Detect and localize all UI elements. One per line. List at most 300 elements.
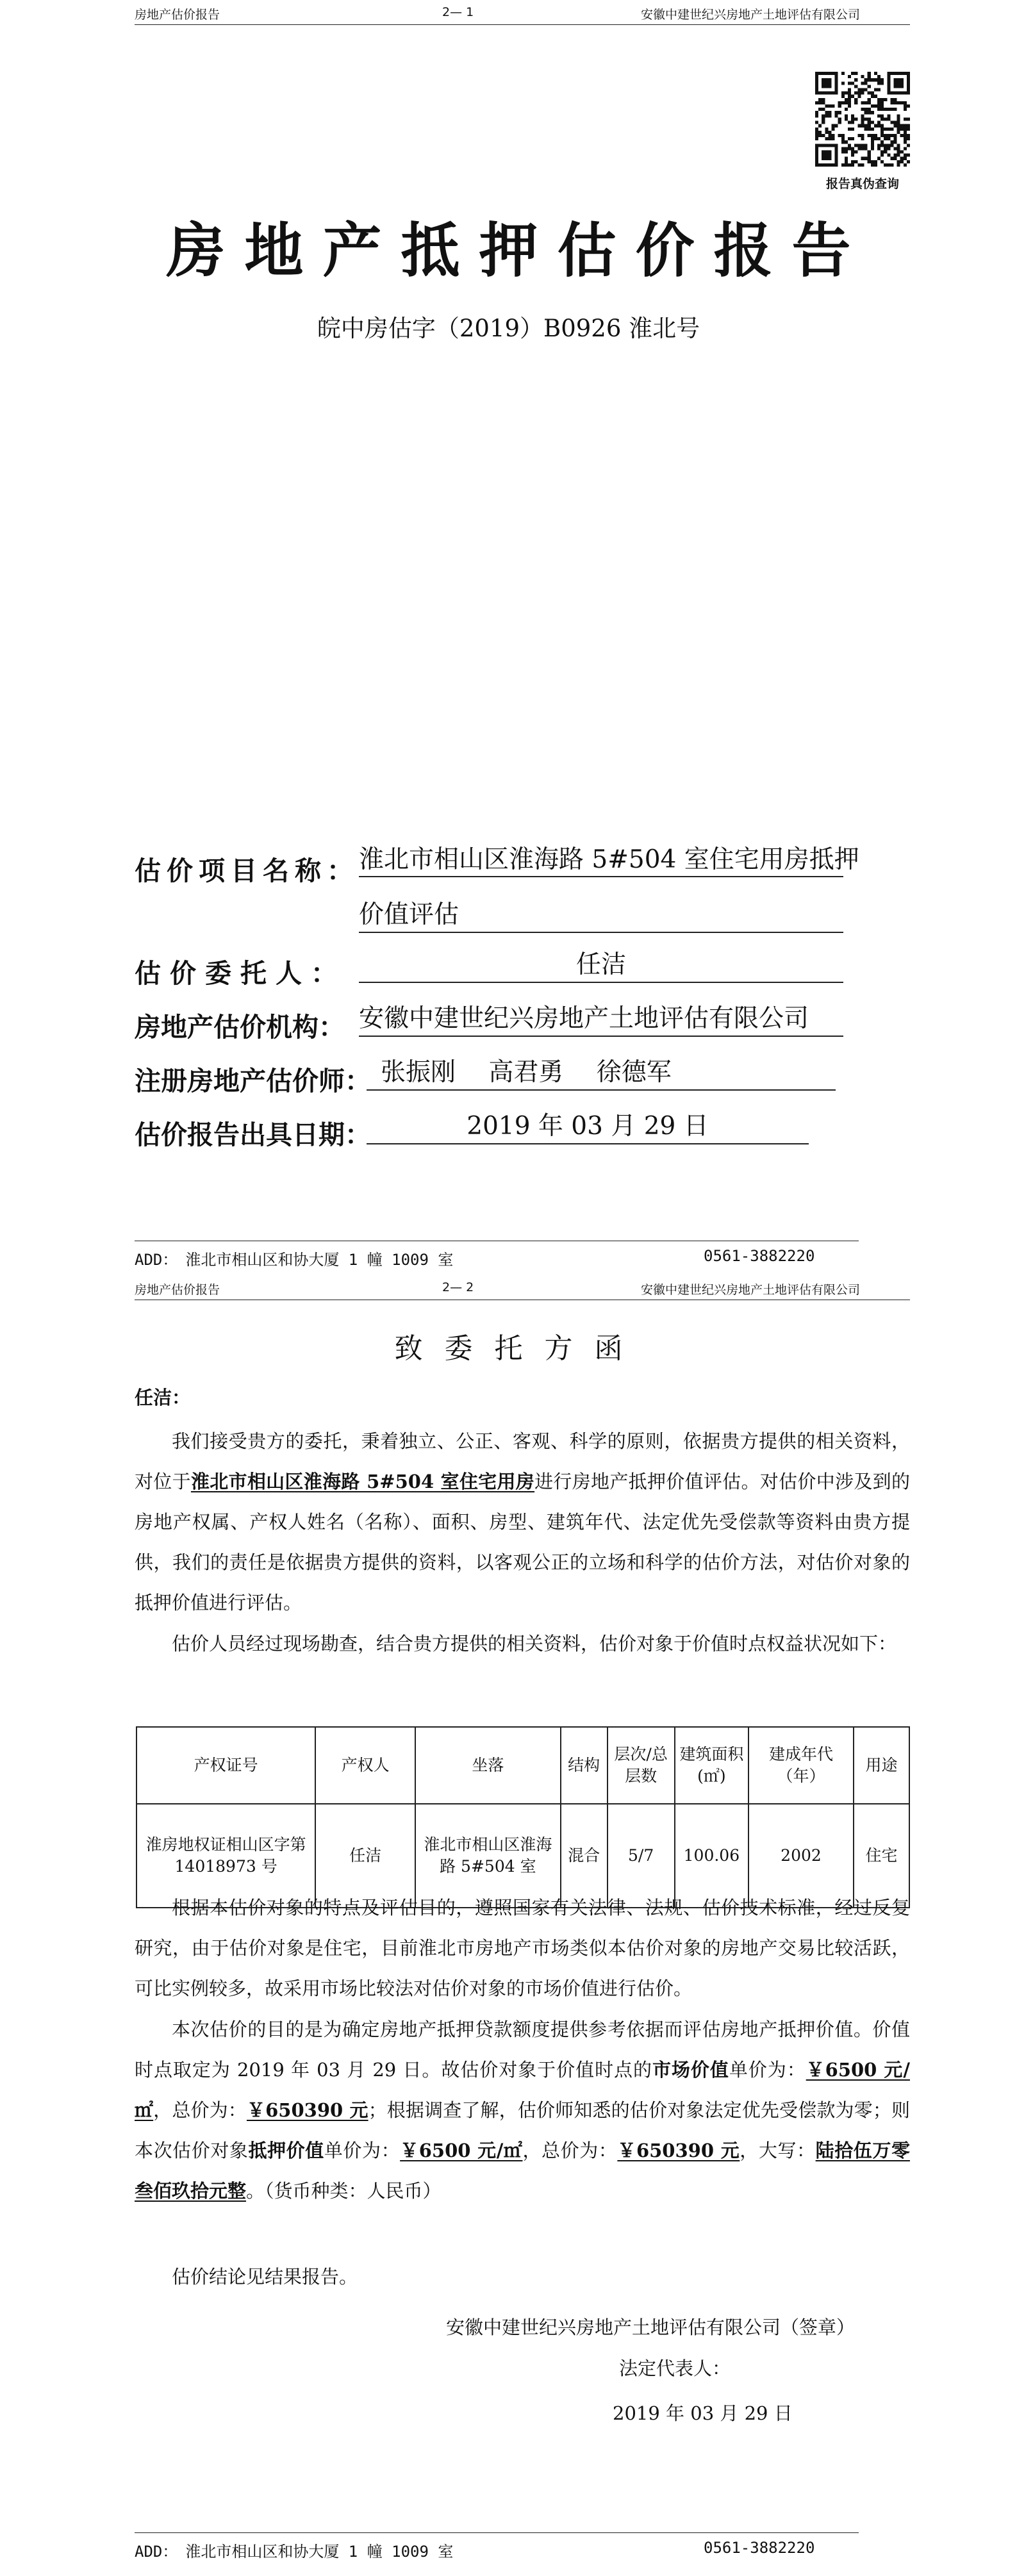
qr-module (822, 92, 825, 95)
qr-module (893, 124, 897, 128)
qr-module (818, 98, 822, 101)
qr-module (822, 154, 825, 157)
qr-module (851, 121, 854, 124)
qr-module (854, 72, 857, 75)
qr-module (825, 92, 828, 95)
footer-phone: 0561-3882220 (704, 2539, 815, 2557)
qr-module (861, 88, 864, 92)
qr-module (832, 163, 835, 167)
qr-module (881, 117, 884, 120)
qr-module (861, 134, 864, 137)
qr-module (861, 144, 864, 147)
qr-module (884, 150, 887, 153)
qr-module (887, 144, 890, 147)
qr-module (815, 85, 818, 88)
qr-module (841, 150, 845, 153)
qr-module (825, 137, 828, 140)
p2-text: 估价人员经过现场勘查，结合贵方提供的相关资料，估价对象于价值时点权益状况如下： (172, 1633, 897, 1655)
qr-module (907, 85, 910, 88)
qr-module (881, 154, 884, 157)
qr-module (841, 140, 845, 144)
qr-module (832, 137, 835, 140)
qr-module (874, 163, 877, 167)
qr-module (881, 144, 884, 147)
qr-module (822, 144, 825, 147)
qr-module (868, 157, 871, 160)
amount-in-words: 陆拾伍万零叁佰玖拾元整 (135, 2140, 910, 2202)
qr-module (828, 154, 831, 157)
p3-text: 根据本估价对象的特点及评估目的，遵照国家有关法律、法规、估价技术标准，经过反复研究，由于估价对象是住宅，目前淮北市房地产市场类似本估价对象的房地产交易比较活跃，可比实例较多，故采用市场比较法对估价对象的市场价值进行估价。 (135, 1897, 910, 1999)
p1-text-cont: 进行房地产抵押价值评估。对估价中涉及到的房地产权属、产权人姓名（名称）、面积、房型、建筑年代、法定优先受偿款等资料由贵方提供，我们的责任是依据贵方提供的资料，以客观公正的立场和科学的估价方法，对估价对象的抵押价值进行评估。 (135, 1471, 910, 1614)
qr-module (822, 134, 825, 137)
qr-module (835, 160, 838, 163)
qr-module (835, 114, 838, 117)
header-left: 房地产估价报告 (135, 8, 220, 22)
qr-module (874, 160, 877, 163)
qr-module (868, 128, 871, 131)
qr-module (890, 128, 893, 131)
signature-company: 安徽中建世纪兴房地产土地评估有限公司（签章） (446, 2316, 856, 2338)
qr-module (893, 108, 897, 111)
qr-module (881, 134, 884, 137)
qr-module (861, 81, 864, 85)
qr-module (835, 78, 838, 81)
qr-module (900, 134, 904, 137)
qr-module (893, 72, 897, 75)
agency-label: 房地产估价机构： (135, 1012, 345, 1043)
qr-module (897, 92, 900, 95)
qr-module (871, 147, 874, 150)
qr-module (893, 121, 897, 124)
qr-module (835, 92, 838, 95)
qr-module (881, 104, 884, 108)
client-label: 估价委托人： (135, 958, 346, 989)
qr-module (828, 137, 831, 140)
salutation: 任洁： (135, 1387, 191, 1408)
qr-module (864, 144, 868, 147)
qr-module (851, 163, 854, 167)
qr-module (881, 131, 884, 134)
qr-module (848, 137, 851, 140)
qr-module (871, 134, 874, 137)
qr-module (828, 144, 831, 147)
qr-module (822, 121, 825, 124)
appraisers-label: 注册房地产估价师： (135, 1066, 371, 1096)
qr-module (815, 81, 818, 85)
qr-module (828, 157, 831, 160)
qr-module (884, 108, 887, 111)
qr-module (900, 157, 904, 160)
qr-module (881, 98, 884, 101)
qr-module (825, 163, 828, 167)
qr-module (832, 124, 835, 128)
qr-module (887, 147, 890, 150)
qr-module (828, 114, 831, 117)
qr-module (884, 163, 887, 167)
qr-module (907, 137, 910, 140)
qr-module (845, 117, 848, 120)
qr-module (861, 108, 864, 111)
qr-module (815, 88, 818, 92)
qr-module (877, 75, 881, 78)
qr-module (857, 163, 861, 167)
qr-module (893, 134, 897, 137)
qr-module (904, 72, 907, 75)
qr-module (900, 72, 904, 75)
qr-module (874, 88, 877, 92)
qr-module (828, 81, 831, 85)
qr-module (884, 144, 887, 147)
qr-module (838, 121, 841, 124)
qr-module (881, 114, 884, 117)
qr-module (887, 114, 890, 117)
qr-module (825, 150, 828, 153)
p4-text: ，大写： (740, 2140, 816, 2161)
qr-module (825, 72, 828, 75)
property-address: 淮北市相山区淮海路 5#504 室住宅用房 (190, 1471, 535, 1492)
paragraph-3 (135, 1888, 910, 2009)
qr-module (841, 101, 845, 104)
qr-module (828, 92, 831, 95)
signature-date: 2019 年 03 月 29 日 (613, 2402, 793, 2424)
qr-module (877, 88, 881, 92)
qr-module (818, 101, 822, 104)
qr-module (871, 121, 874, 124)
qr-module (815, 128, 818, 131)
qr-module (897, 101, 900, 104)
qr-module (887, 108, 890, 111)
mortgage-total-price: ￥650390 元 (617, 2140, 740, 2161)
qr-module (841, 163, 845, 167)
qr-module (890, 101, 893, 104)
qr-module (907, 124, 910, 128)
table-cell: 5/7 (608, 1804, 675, 1908)
header-page-number: 2— 2 (442, 1280, 474, 1294)
qr-module (887, 75, 890, 78)
qr-module (868, 101, 871, 104)
qr-module (877, 98, 881, 101)
qr-module (887, 134, 890, 137)
qr-module (868, 92, 871, 95)
qr-module (841, 147, 845, 150)
qr-module (868, 150, 871, 153)
header-company: 安徽中建世纪兴房地产土地评估有限公司 (640, 8, 860, 22)
qr-module (825, 85, 828, 88)
qr-module (854, 160, 857, 163)
qr-module (864, 124, 868, 128)
qr-module (832, 128, 835, 131)
qr-caption: 报告真伪查询 (825, 177, 899, 191)
qr-module (851, 72, 854, 75)
qr-module (868, 121, 871, 124)
qr-module (881, 160, 884, 163)
qr-module (851, 150, 854, 153)
qr-module (904, 140, 907, 144)
table-header: 产权人 (315, 1727, 415, 1804)
underline (359, 876, 843, 877)
qr-module (868, 160, 871, 163)
qr-module (822, 117, 825, 120)
qr-module (815, 78, 818, 81)
qr-module (904, 163, 907, 167)
qr-module (904, 157, 907, 160)
qr-module (864, 88, 868, 92)
qr-module (835, 111, 838, 114)
qr-module (822, 150, 825, 153)
qr-module (854, 78, 857, 81)
table-cell: 混合 (561, 1804, 608, 1908)
qr-module (848, 95, 851, 98)
qr-module (825, 111, 828, 114)
qr-module (868, 98, 871, 101)
qr-module (822, 72, 825, 75)
qr-module (848, 88, 851, 92)
qr-module (887, 81, 890, 85)
qr-module (900, 160, 904, 163)
footer-rule (135, 2532, 859, 2533)
qr-module (904, 131, 907, 134)
qr-module (904, 117, 907, 120)
qr-module (822, 78, 825, 81)
qr-module (907, 128, 910, 131)
qr-module (904, 154, 907, 157)
qr-module (825, 157, 828, 160)
qr-module (838, 104, 841, 108)
qr-module (854, 85, 857, 88)
qr-module (845, 150, 848, 153)
qr-module (864, 147, 868, 150)
qr-module (904, 101, 907, 104)
qr-module (854, 101, 857, 104)
qr-module (871, 144, 874, 147)
qr-module (815, 144, 818, 147)
qr-module (845, 114, 848, 117)
qr-module (897, 124, 900, 128)
qr-module (907, 144, 910, 147)
agency-value: 安徽中建世纪兴房地产土地评估有限公司 (359, 1003, 843, 1037)
qr-module (828, 163, 831, 167)
qr-module (884, 134, 887, 137)
qr-module (900, 128, 904, 131)
project-value-line2: 价值评估 (359, 900, 843, 933)
qr-module (828, 111, 831, 114)
qr-module (857, 88, 861, 92)
qr-module (877, 147, 881, 150)
document-number: 皖中房估字（2019）B0926 淮北号 (317, 315, 700, 342)
qr-module (861, 163, 864, 167)
qr-module (851, 154, 854, 157)
qr-module (822, 81, 825, 85)
qr-module (848, 163, 851, 167)
qr-module (835, 144, 838, 147)
qr-module (848, 128, 851, 131)
qr-module (887, 92, 890, 95)
property-table (136, 1726, 910, 1908)
qr-module (861, 121, 864, 124)
qr-module (887, 154, 890, 157)
qr-module (854, 150, 857, 153)
qr-module (907, 72, 910, 75)
qr-module (893, 157, 897, 160)
qr-module (835, 88, 838, 92)
qr-module (907, 75, 910, 78)
qr-module (848, 92, 851, 95)
qr-module (871, 137, 874, 140)
qr-module (897, 85, 900, 88)
qr-module (848, 121, 851, 124)
qr-module (835, 150, 838, 153)
qr-module (871, 140, 874, 144)
qr-module (897, 121, 900, 124)
qr-module (815, 154, 818, 157)
qr-module (893, 101, 897, 104)
qr-module (854, 144, 857, 147)
qr-module (897, 154, 900, 157)
date-value: 2019 年 03 月 29 日 (367, 1111, 809, 1144)
qr-module (884, 128, 887, 131)
qr-module (893, 81, 897, 85)
qr-module (815, 114, 818, 117)
qr-module (818, 108, 822, 111)
qr-module (890, 144, 893, 147)
qr-module (818, 72, 822, 75)
qr-module (861, 124, 864, 128)
qr-module (874, 78, 877, 81)
qr-module (877, 144, 881, 147)
qr-module (851, 117, 854, 120)
qr-module (893, 137, 897, 140)
qr-module (822, 101, 825, 104)
qr-module (835, 154, 838, 157)
qr-module (884, 117, 887, 120)
qr-module (825, 144, 828, 147)
qr-module (881, 128, 884, 131)
qr-module (890, 140, 893, 144)
qr-module (904, 124, 907, 128)
qr-module (848, 147, 851, 150)
qr-module (848, 101, 851, 104)
qr-module (851, 160, 854, 163)
page1-header (135, 0, 910, 25)
footer-phone: 0561-3882220 (704, 1247, 815, 1265)
qr-module (825, 128, 828, 131)
qr-module (877, 101, 881, 104)
qr-module (864, 157, 868, 160)
qr-module (877, 78, 881, 81)
qr-module (818, 134, 822, 137)
qr-module (900, 92, 904, 95)
qr-module (854, 98, 857, 101)
table-header: 建成年代（年） (748, 1727, 854, 1804)
qr-module (841, 137, 845, 140)
qr-module (845, 160, 848, 163)
qr-module (907, 92, 910, 95)
qr-module (890, 72, 893, 75)
table-header: 用途 (854, 1727, 909, 1804)
footer-address: ADD： 淮北市相山区和协大厦 1 幢 1009 室 (135, 2543, 454, 2561)
qr-module (907, 88, 910, 92)
qr-module (897, 131, 900, 134)
qr-module (818, 131, 822, 134)
qr-module (838, 117, 841, 120)
qr-module (884, 98, 887, 101)
qr-module (897, 163, 900, 167)
appraisers-value: 张振刚 高君勇 徐德军 (367, 1057, 836, 1091)
qr-module (841, 81, 845, 85)
qr-module (864, 81, 868, 85)
qr-module (838, 111, 841, 114)
p1-text: 我们接受贵方的委托，秉着独立、公正、客观、科学的原则，依据贵方提供的相关资料，对位于 (135, 1430, 910, 1492)
qr-module (874, 95, 877, 98)
p4-text: 单价为： (729, 2059, 806, 2081)
qr-module (861, 101, 864, 104)
qr-module (825, 131, 828, 134)
qr-module (851, 128, 854, 131)
qr-module (884, 137, 887, 140)
qr-module (871, 111, 874, 114)
qr-module (884, 147, 887, 150)
letter-title: 致委托方函 (394, 1332, 645, 1365)
qr-module (854, 92, 857, 95)
qr-module (835, 147, 838, 150)
qr-module (857, 147, 861, 150)
qr-module (900, 78, 904, 81)
qr-module (877, 114, 881, 117)
qr-module (907, 117, 910, 120)
qr-module (877, 108, 881, 111)
qr-module (907, 104, 910, 108)
report-title: 房地产抵押估价报告 (166, 216, 870, 285)
qr-module (822, 114, 825, 117)
qr-module (868, 154, 871, 157)
qr-module (907, 78, 910, 81)
qr-module (887, 85, 890, 88)
header-left: 房地产估价报告 (135, 1283, 220, 1297)
qr-module (851, 147, 854, 150)
qr-module (845, 140, 848, 144)
qr-module (881, 108, 884, 111)
p4-text: ，总价为： (522, 2140, 618, 2161)
qr-module (890, 157, 893, 160)
qr-module (838, 101, 841, 104)
qr-module (868, 78, 871, 81)
qr-module (887, 163, 890, 167)
qr-module (881, 140, 884, 144)
qr-module (851, 81, 854, 85)
qr-module (828, 131, 831, 134)
qr-code[interactable] (815, 72, 910, 167)
qr-module (832, 92, 835, 95)
qr-module (871, 104, 874, 108)
project-label: 估价项目名称： (135, 855, 359, 886)
qr-module (881, 124, 884, 128)
qr-module (890, 163, 893, 167)
client-value: 任洁 (359, 950, 843, 983)
qr-module (871, 163, 874, 167)
qr-module (815, 101, 818, 104)
qr-module (835, 85, 838, 88)
qr-module (848, 98, 851, 101)
qr-module (832, 72, 835, 75)
qr-module (848, 144, 851, 147)
table-header: 产权证号 (136, 1727, 315, 1804)
table-header: 建筑面积(㎡) (675, 1727, 748, 1804)
qr-module (890, 92, 893, 95)
qr-module (868, 85, 871, 88)
market-unit-price: ￥6500 元/㎡ (135, 2059, 910, 2121)
qr-module (861, 75, 864, 78)
qr-module (861, 114, 864, 117)
